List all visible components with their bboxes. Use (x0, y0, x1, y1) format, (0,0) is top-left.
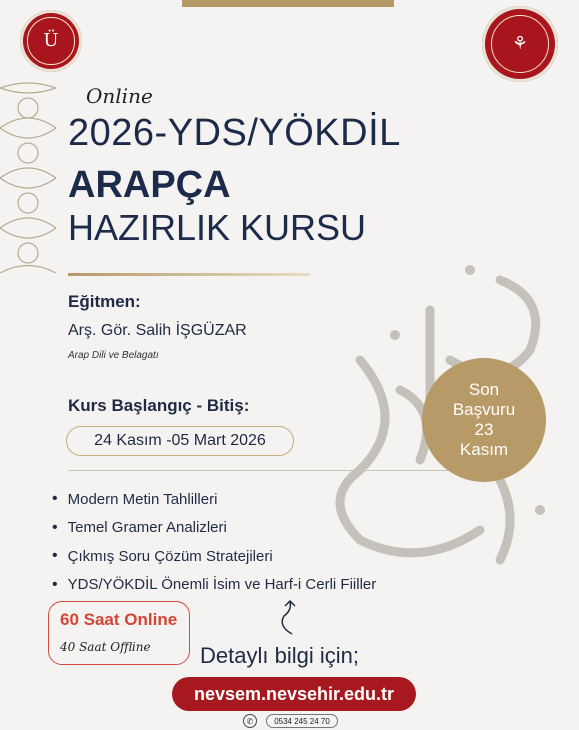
offline-hours: 40 Saat Offline (60, 640, 151, 654)
decorative-pattern (0, 78, 56, 283)
top-accent-bar (182, 0, 394, 7)
deadline-text: 23 (474, 420, 494, 439)
online-hours: 60 Saat Online (60, 610, 178, 629)
deadline-text: Başvuru (452, 400, 516, 419)
course-dates: 24 Kasım -05 Mart 2026 (66, 426, 294, 456)
arrow-icon (270, 598, 310, 636)
instructor-heading: Eğitmen: (68, 292, 141, 311)
online-label: Online (86, 84, 153, 108)
instructor-name: Arş. Gör. Salih İŞGÜZAR (68, 322, 247, 339)
center-logo: ⚘ (482, 6, 558, 82)
university-logo: Ü (20, 10, 82, 72)
title-language: ARAPÇA (68, 164, 231, 206)
deadline-text: Kasım (459, 440, 509, 459)
phone-icon: ✆ (243, 714, 257, 728)
phone-number[interactable]: 0534 245 24 70 (266, 714, 338, 728)
deadline-text: Son (468, 380, 500, 399)
deadline-badge (422, 358, 546, 482)
info-label: Detaylı bilgi için; (200, 643, 359, 668)
topic-list (52, 485, 376, 599)
website-link[interactable]: nevsem.nevsehir.edu.tr (172, 677, 416, 711)
instructor-department: Arap Dili ve Belagatı (68, 350, 159, 361)
course-dates-heading: Kurs Başlangıç - Bitiş: (68, 396, 250, 415)
divider-2 (68, 470, 448, 471)
list-item: • Temel Gramer Analizleri (52, 514, 376, 543)
list-item: • YDS/YÖKDİL Önemli İsim ve Harf-i Cerli Fiiller (52, 571, 376, 600)
title-exam: 2026-YDS/YÖKDİL (68, 112, 401, 154)
list-item: • Modern Metin Tahlilleri (52, 485, 376, 514)
title-course: HAZIRLIK KURSU (68, 207, 367, 248)
list-item: • Çıkmış Soru Çözüm Stratejileri (52, 542, 376, 571)
divider (68, 273, 310, 276)
